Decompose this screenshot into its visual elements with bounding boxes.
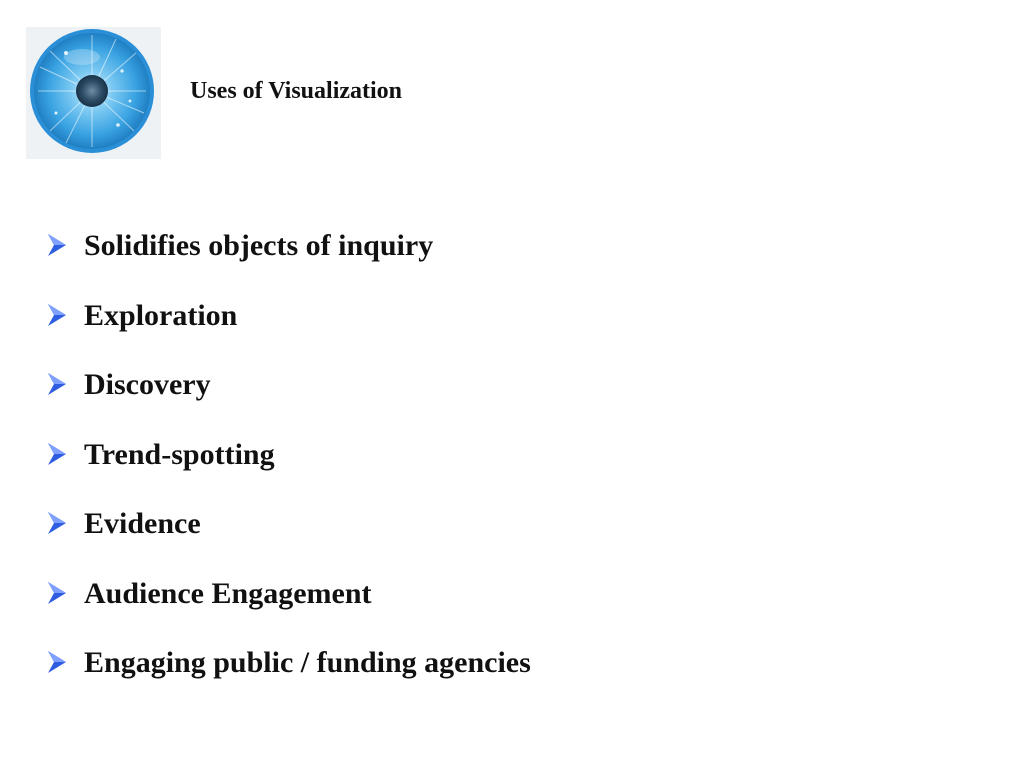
list-item — [46, 226, 531, 296]
arrowhead-bullet-icon — [46, 232, 70, 272]
list-item — [46, 643, 531, 713]
bullet-text: Audience Engagement — [84, 576, 372, 610]
bullet-text: Exploration — [84, 298, 238, 332]
arrowhead-bullet-icon — [46, 580, 70, 620]
bullet-text: Engaging public / funding agencies — [84, 646, 531, 679]
list-item — [46, 365, 531, 435]
arrowhead-bullet-icon — [46, 371, 70, 411]
bullet-text: Trend-spotting — [84, 437, 275, 471]
arrowhead-bullet-icon — [46, 649, 70, 689]
arrowhead-bullet-icon — [46, 441, 70, 481]
bullet-list — [46, 226, 531, 713]
slide-title: Uses of Visualization — [190, 78, 403, 104]
arrowhead-bullet-icon — [46, 510, 70, 550]
bullet-text: Solidifies objects of inquiry — [84, 229, 434, 262]
list-item — [46, 504, 531, 574]
list-item — [46, 574, 531, 644]
bullet-text: Evidence — [84, 507, 201, 540]
eye-iris-icon — [26, 27, 161, 159]
arrowhead-bullet-icon — [46, 302, 70, 342]
list-item — [46, 296, 531, 366]
list-item — [46, 435, 531, 505]
bullet-text: Discovery — [84, 368, 211, 401]
